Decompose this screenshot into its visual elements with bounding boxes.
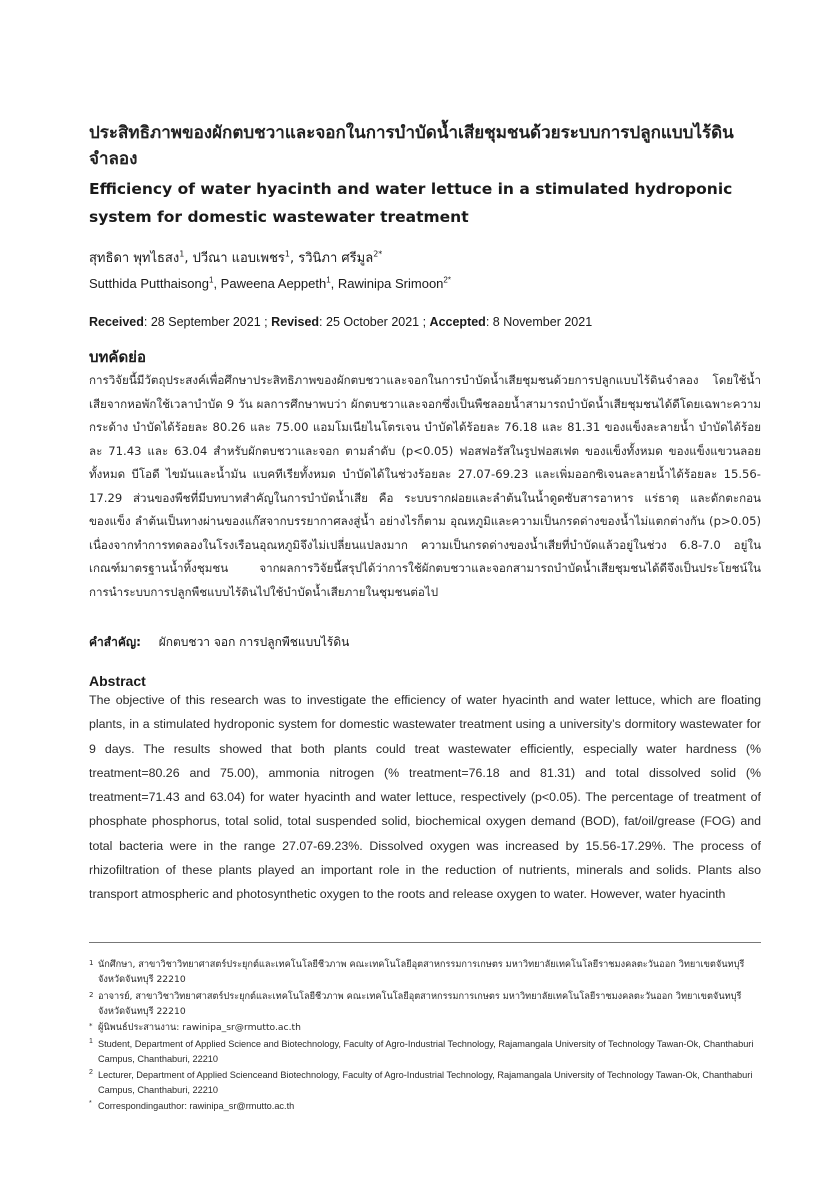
author-name: สุทธิดา พุทไธสง [89,251,180,266]
author-affiliation-mark: 1 [179,249,185,259]
abstract-english-heading: Abstract [89,673,146,689]
keywords [89,632,761,652]
author-affiliation-mark: 1 [326,275,331,285]
accepted-label: Accepted [429,315,486,329]
submission-dates: Received: 28 September 2021 ; Revised: 25 October 2021 ; Accepted: 8 November 2021 [89,315,593,329]
author-affiliation-mark: 1 [208,275,214,285]
abstract-thai-heading: บทคัดย่อ [89,348,146,366]
abstract-thai-body: การวิจัยนี้มีวัตถุประสงค์เพื่อศึกษาประสิทธิภาพของผักตบชวาและจอกในการบำบัดน้ำเสียชุมชนด้วยการปลูกแบบไร้ดินจำลอง โดยใช้น้ำเสียจากหอพักใช้เวลาบำบัด 9 วัน ผลการศึกษาพบว่า ผักตบชวาและจอกซึ่งเป็นพืชลอยน้ำสามารถบำบัดน้ำเสียชุมชนได้ดีโดยเฉพาะความกระด้าง บำบัดได้ร้อยละ 80.26 และ 75.00 แอมโมเนียไนโตรเจน บำบัดได้ร้อยละ 76.18 และ 81.31 ของแข็งละลายน้ำ บำบัดได้ร้อยละ 71.43 และ 63.04 สำหรับผักตบชวาและจอก ตามลำดับ (p<0.05) ฟอสฟอรัสในรูปฟอสเฟต ของแข็งทั้งหมด ของแข็งแขวนลอยทั้งหมด บีโอดี ไขมันและน้ำมัน แบคทีเรียทั้งหมด บำบัดได้ในช่วงร้อยละ 27.07-69.23 และเพิ่มออกซิเจนละลายน้ำได้ร้อยละ 15.56-17.29 ส่วนของพืชที่มีบทบาทสำคัญในการบำบัดน้ำเสีย คือ ระบบรากฝอยและลำต้นในน้ำดูดซับสารอาหาร แร่ธาตุ และดักตะกอนของแข็ง ลำต้นเป็นทางผ่านของแก๊สจากบรรยากาศลงสู่น้ำ อย่างไรก็ตาม อุณหภูมิและความเป็นกรดด่างของน้ำไม่แตกต่างกัน (p>0.05) เนื่องจากทำการทดลองในโรงเรือนอุณหภูมิจึงไม่เปลี่ยนแปลงมาก ความเป็นกรดด่างของน้ำเสียที่บำบัดแล้วอยู่ในช่วง 6.8-7.0 อยู่ในเกณฑ์มาตรฐานน้ำทิ้งชุมชน จากผลการวิจัยนี้สรุปได้ว่าการใช้ผักตบชวาและจอกสามารถบำบัดน้ำเสียชุมชนได้ดีจึงเป็นประโยชน์ในการนำระบบการปลูกพืชแบบไร้ดินไปใช้บำบัดน้ำเสียภายในชุมชนต่อไป [89,373,761,599]
author-name: Sutthida Putthaisong [89,276,209,291]
footnote-english-corresponding [89,1099,761,1114]
footnote-mark: 1 [89,959,94,967]
authors-english: Sutthida Putthaisong$^1$, Paweena Aeppeth$^1$, Rawinipa Srimoon$^{2*}$ [89,275,451,291]
title-english: Efficiency of water hyacinth and water lettuce in a stimulated hydroponic system for domestic wastewater treatment [89,180,733,226]
footnote-text: Student, Department of Applied Science and Biotechnology, Faculty of Agro-Industrial Technology, Rajamangala University of Technology Tawan-Ok, Chanthaburi Campus, Chanthaburi, 22210 [98,1039,754,1064]
author-name: Paweena Aeppeth [220,276,327,291]
author-name: Rawinipa Srimoon [337,276,444,291]
title-thai: ประสิทธิภาพของผักตบชวาและจอกในการบำบัดน้ำเสียชุมชนด้วยระบบการปลูกแบบไร้ดินจำลอง [89,123,734,169]
author-name: รวินิภา ศรีมูล [298,251,374,266]
revised-date: 25 October 2021 [326,315,420,329]
footnote-divider [89,942,761,943]
author-affiliation-mark: 2* [443,275,451,285]
abstract-english-body: The objective of this research was to investigate the efficiency of water hyacinth and water lettuce, which are floating plants, in a stimulated hydroponic system for domestic wastewater treatment using a university’s dormitory wastewater for 9 days. The results showed that both plants could treat wastewater efficiently, especially water hardness (% treatment=80.26 and 75.00), ammonia nitrogen (% treatment=76.18 and 81.31) and total dissolved solid (% treatment=71.43 and 63.04) for water hyacinth and water lettuce, respectively (p<0.05). The percentage of treatment of phosphate phosphorus, total solid, total suspended solid, biochemical oxygen demand (BOD), fat/oil/grease (FOG) and total bacteria were in the range 27.07-69.23%. Dissolved oxygen was increased by 15.56-17.29%. The process of rhizofiltration of these plants played an important role in the reduction of nutrients, minerals and solids. Plants also transport atmospheric and photosynthetic oxygen to the roots and release oxygen to water. However, water hyacinth [89,693,761,902]
footnote-thai-corresponding [89,1021,761,1036]
footnote-mark: * [89,1100,92,1107]
footnote-mark: * [89,1022,93,1030]
footnote-thai-2 [89,990,761,1019]
revised-label: Revised [271,315,320,329]
authors-thai: สุทธิดา พุทไธสง$^1$, ปวีณา แอบเพชร$^1$, รวินิภา ศรีมูล$^{2*}$ [89,249,383,266]
footnote-mark: 1 [89,1038,93,1045]
author-name: ปวีณา แอบเพชร [192,251,285,266]
footnote-text: นักศึกษา, สาขาวิชาวิทยาศาสตร์ประยุกต์และเทคโนโลยีชีวภาพ คณะเทคโนโลยีอุตสาหกรรมการเกษตร มหาวิทยาลัยเทคโนโลยีราชมงคลตะวันออก วิทยาเขตจันทบุรี จังหวัดจันทบุรี 22210 [98,959,745,985]
footnote-text: ผู้นิพนธ์ประสานงาน: rawinipa_sr@rmutto.ac.th [98,1022,301,1033]
footnote-mark: 2 [89,991,94,999]
footnote-thai-1 [89,958,761,987]
footnote-english-2 [89,1068,761,1097]
footnote-text: Correspondingauthor: rawinipa_sr@rmutto.ac.th [98,1101,295,1111]
author-affiliation-mark: 1 [284,249,290,259]
keywords-value: ผักตบชวา จอก การปลูกพืชแบบไร้ดิน [158,635,350,649]
footnote-english-1 [89,1037,761,1066]
footnote-text: อาจารย์, สาขาวิชาวิทยาศาสตร์ประยุกต์และเทคโนโลยีชีวภาพ คณะเทคโนโลยีอุตสาหกรรมการเกษตร มหาวิทยาลัยเทคโนโลยีราชมงคลตะวันออก วิทยาเขตจันทบุรี จังหวัดจันทบุรี 22210 [98,991,742,1017]
author-affiliation-mark: 2* [373,249,383,259]
footnote-mark: 2 [89,1069,93,1076]
received-date: 28 September 2021 [150,315,261,329]
accepted-date: 8 November 2021 [492,315,593,329]
received-label: Received [89,315,144,329]
keywords-label: คำสำคัญ: [89,635,141,649]
footnote-text: Lecturer, Department of Applied Scienceand Biotechnology, Faculty of Agro-Industrial Technology, Rajamangala University of Technology Tawan-Ok, Chanthaburi Campus, Chanthaburi, 22210 [98,1070,753,1095]
